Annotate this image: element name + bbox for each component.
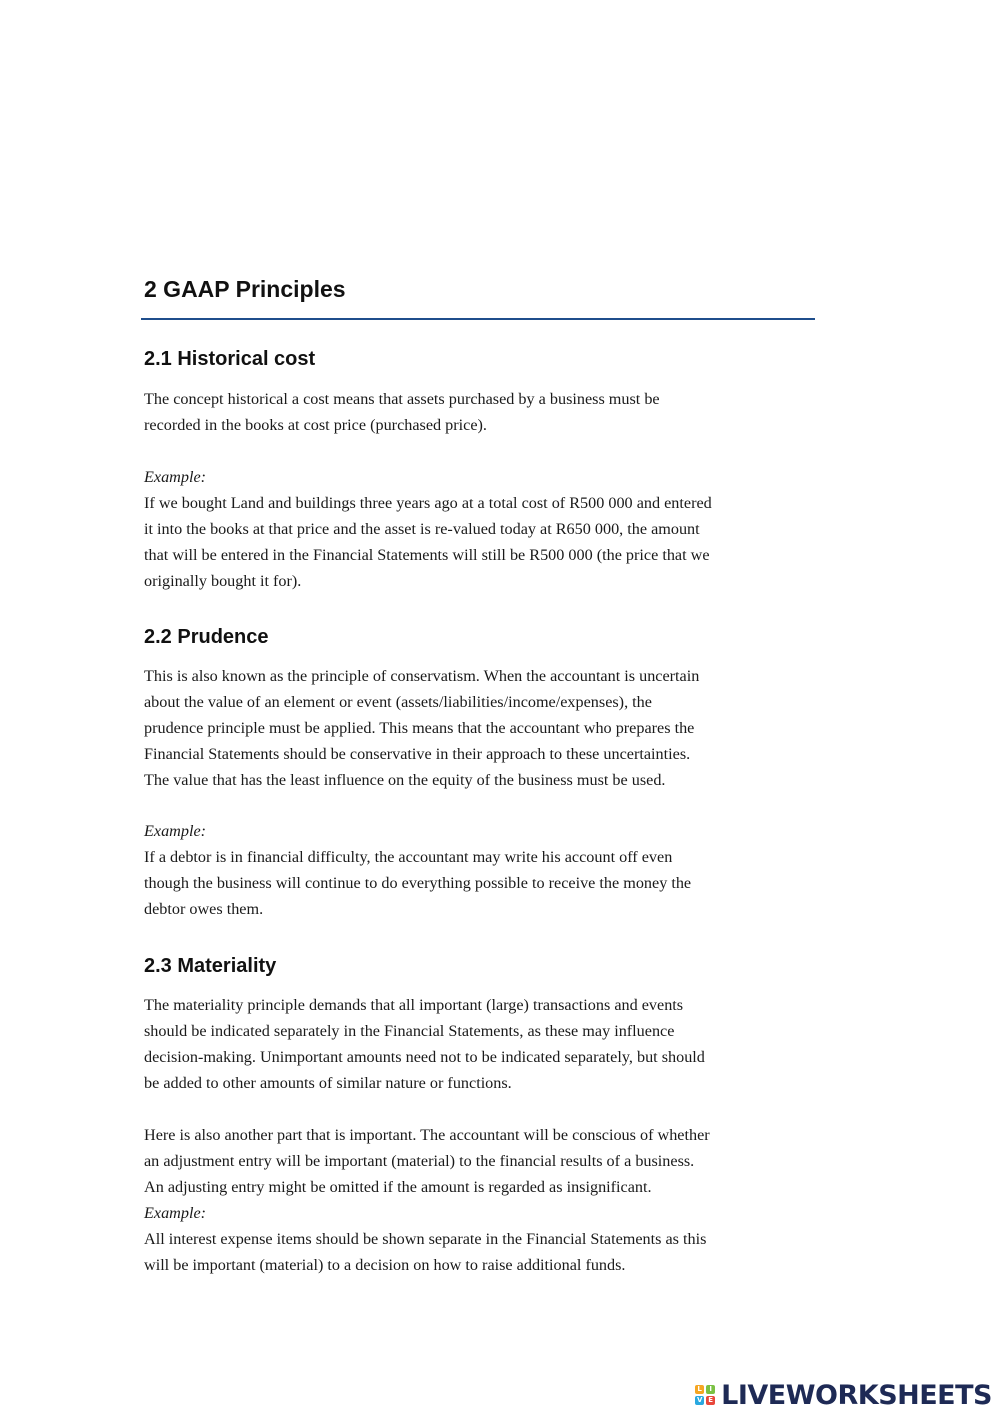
liveworksheets-logo-icon: [695, 1385, 715, 1405]
paragraph-line: An adjusting entry might be omitted if the amount is regarded as insignificant.: [144, 1178, 652, 1196]
logo-tile: E: [706, 1396, 715, 1405]
paragraph-line: If a debtor is in financial difficulty, the accountant may write his account off even: [144, 848, 673, 866]
prudence-intro: [144, 663, 824, 793]
paragraph-line: be added to other amounts of similar nature or functions.: [144, 1074, 512, 1092]
paragraph-line: prudence principle must be applied. This means that the accountant who prepares the: [144, 719, 695, 737]
title-divider: [141, 318, 815, 320]
paragraph-line: should be indicated separately in the Financial Statements, as these may influence: [144, 1022, 675, 1040]
liveworksheets-watermark: [695, 1378, 992, 1412]
paragraph-line: an adjustment entry will be important (material) to the financial results of a business.: [144, 1152, 695, 1170]
paragraph-line: will be important (material) to a decision on how to raise additional funds.: [144, 1256, 626, 1274]
materiality-extra: [144, 1122, 824, 1200]
paragraph-line: Here is also another part that is important. The accountant will be conscious of whether: [144, 1126, 710, 1144]
paragraph-line: it into the books at that price and the asset is re-valued today at R650 000, the amount: [144, 520, 700, 538]
watermark-text: LIVEWORKSHEETS: [721, 1379, 992, 1411]
logo-tile: V: [696, 1396, 703, 1404]
paragraph-line: recorded in the books at cost price (purchased price).: [144, 416, 487, 434]
section-heading-historical-cost: 2.1 Historical cost: [144, 348, 316, 370]
historical-cost-example-label: Example:: [144, 468, 207, 486]
logo-tile: I: [706, 1385, 715, 1394]
paragraph-line: If we bought Land and buildings three years ago at a total cost of R500 000 and entered: [144, 494, 712, 512]
prudence-example: [144, 844, 824, 922]
logo-tile: L: [695, 1385, 704, 1394]
paragraph-line: This is also known as the principle of conservatism. When the accountant is uncertain: [144, 667, 700, 685]
materiality-example-label: Example:: [144, 1204, 207, 1222]
paragraph-line: The materiality principle demands that all important (large) transactions and events: [144, 996, 684, 1014]
materiality-example: [144, 1226, 824, 1278]
paragraph-line: The value that has the least influence on the equity of the business must be used.: [144, 771, 666, 789]
paragraph-line: that will be entered in the Financial Statements will still be R500 000 (the price that we: [144, 546, 710, 564]
paragraph-line: The concept historical a cost means that assets purchased by a business must be: [144, 390, 660, 408]
paragraph-line: Financial Statements should be conservative in their approach to these uncertainties.: [144, 745, 691, 763]
materiality-intro: [144, 992, 824, 1096]
paragraph-line: about the value of an element or event (assets/liabilities/income/expenses), the: [144, 693, 652, 711]
paragraph-line: though the business will continue to do everything possible to receive the money the: [144, 874, 692, 892]
section-heading-prudence: 2.2 Prudence: [144, 626, 269, 648]
prudence-example-label: Example:: [144, 822, 207, 840]
paragraph-line: decision-making. Unimportant amounts need not to be indicated separately, but should: [144, 1048, 705, 1066]
section-heading-materiality: 2.3 Materiality: [144, 955, 277, 977]
page-title: 2 GAAP Principles: [144, 276, 346, 302]
historical-cost-intro: [144, 386, 824, 438]
historical-cost-example: [144, 490, 824, 594]
paragraph-line: debtor owes them.: [144, 900, 264, 918]
paragraph-line: All interest expense items should be shown separate in the Financial Statements as this: [144, 1230, 707, 1248]
paragraph-line: originally bought it for).: [144, 572, 302, 590]
